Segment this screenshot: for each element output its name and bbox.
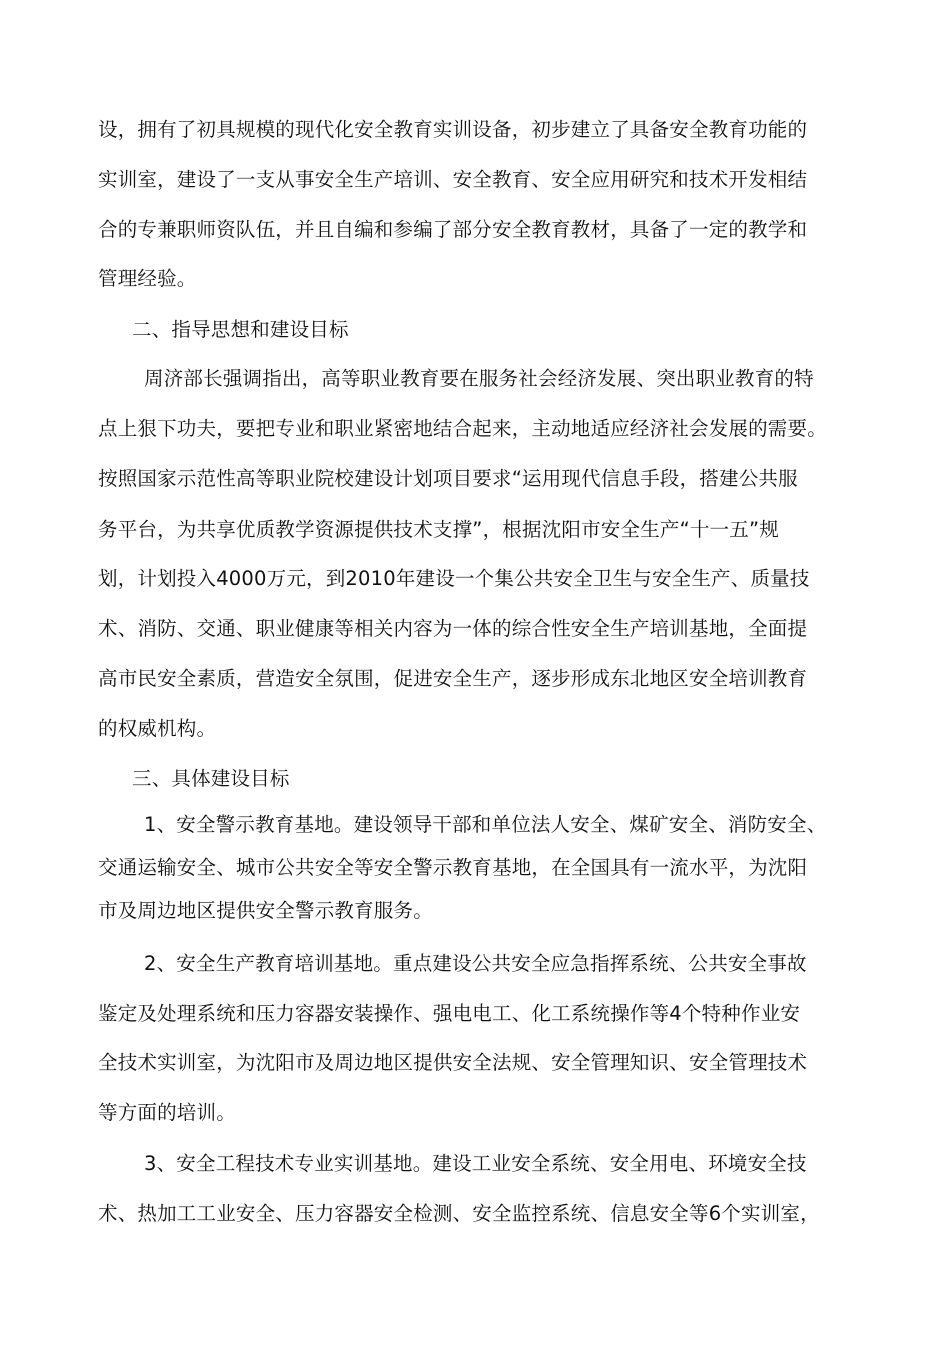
text-line: 点上狠下功夫，要把专业和职业紧密地结合起来，主动地适应经济社会发展的需要。 (98, 417, 827, 440)
text-line: 全技术实训室，为沈阳市及周边地区提供安全法规、安全管理知识、安全管理技术 (98, 1051, 808, 1074)
text-line: 实训室，建设了一支从事安全生产培训、安全教育、安全应用研究和技术开发相结 (98, 168, 808, 191)
text-line: 高市民安全素质，营造安全氛围，促进安全生产，逐步形成东北地区安全培训教育 (98, 667, 808, 690)
text-line: 划，计划投入4000万元，到2010年建设一个集公共安全卫生与安全生产、质量技 (98, 567, 810, 590)
text-line: 周济部长强调指出，高等职业教育要在服务社会经济发展、突出职业教育的特 (144, 367, 814, 390)
text-line: 交通运输安全、城市公共安全等安全警示教育基地，在全国具有一流水平，为沈阳 (98, 856, 808, 879)
text-line: 等方面的培训。 (98, 1101, 236, 1124)
section-heading: 三、具体建设目标 (132, 767, 290, 790)
text-line: 3、安全工程技术专业实训基地。建设工业安全系统、安全用电、环境安全技 (144, 1152, 807, 1175)
text-line: 术、热加工工业安全、压力容器安全检测、安全监控系统、信息安全等6个实训室， (98, 1202, 820, 1225)
text-line: 按照国家示范性高等职业院校建设计划项目要求“运用现代信息手段，搭建公共服 (98, 467, 798, 490)
text-line: 设，拥有了初具规模的现代化安全教育实训设备，初步建立了具备安全教育功能的 (98, 118, 808, 141)
text-line: 术、消防、交通、职业健康等相关内容为一体的综合性安全生产培训基地，全面提 (98, 617, 808, 640)
text-line: 鉴定及处理系统和压力容器安装操作、强电电工、化工系统操作等4个特种作业安 (98, 1002, 801, 1025)
text-line: 2、安全生产教育培训基地。重点建设公共安全应急指挥系统、公共安全事故 (144, 952, 807, 975)
text-line: 管理经验。 (98, 267, 197, 290)
text-line: 务平台，为共享优质教学资源提供技术支撑”，根据沈阳市安全生产“十一五”规 (98, 518, 780, 541)
section-heading: 二、指导思想和建设目标 (132, 318, 349, 341)
text-line: 1、安全警示教育基地。建设领导干部和单位法人安全、煤矿安全、消防安全、 (144, 813, 827, 836)
text-line: 合的专兼职师资队伍，并且自编和参编了部分安全教育教材，具备了一定的教学和 (98, 218, 808, 241)
text-line: 市及周边地区提供安全警示教育服务。 (98, 899, 433, 922)
text-line: 的权威机构。 (98, 717, 217, 740)
